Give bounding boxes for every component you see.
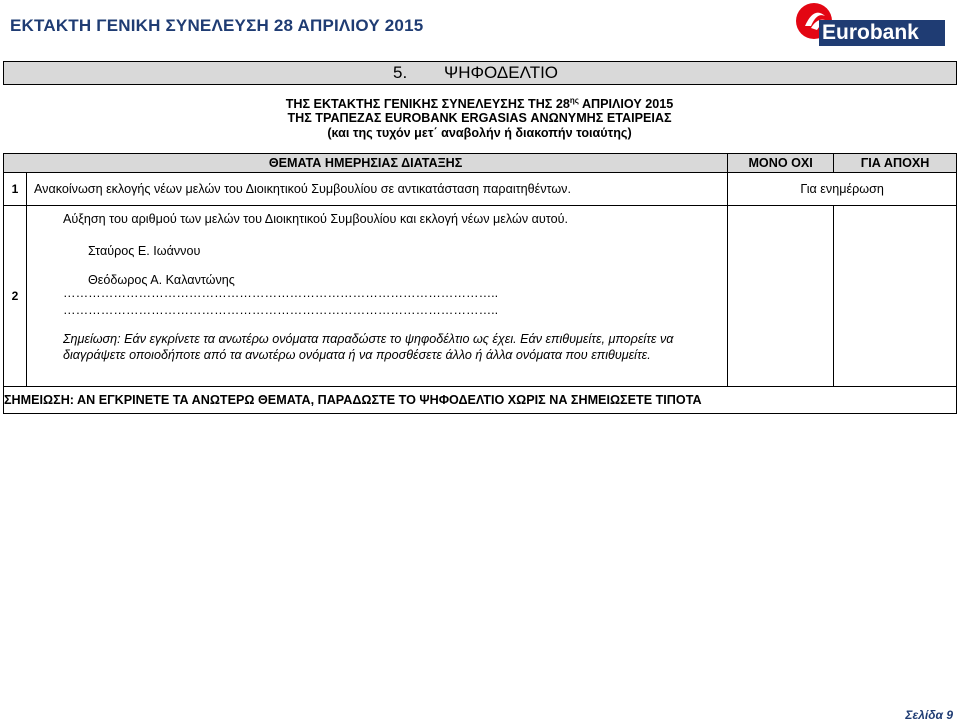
item-2-cell bbox=[26, 206, 727, 387]
header-topics: ΘΕΜΑΤΑ ΗΜΕΡΗΣΙΑΣ ΔΙΑΤΑΞΗΣ bbox=[4, 154, 728, 173]
page-number: Σελίδα 9 bbox=[905, 708, 953, 722]
table-row bbox=[4, 387, 957, 414]
blank-candidate-line-1[interactable]: ………………………………………………………………………………………….. bbox=[62, 286, 499, 300]
section-number: 5. bbox=[393, 63, 408, 82]
item-2-text: Αύξηση του αριθμού των μελών του Διοικητικού Συμβουλίου και εκλογή νέων μελών αυτού. bbox=[62, 212, 568, 226]
item-2-number: 2 bbox=[4, 206, 27, 387]
note-line-2: διαγράψετε οποιοδήποτε από τα ανωτέρω ονόματα ή να προσθέσετε άλλο ή άλλα ονόματα που επιθυμείτε. bbox=[62, 348, 651, 362]
eurobank-logo bbox=[793, 2, 945, 46]
item-2-abstain-box[interactable] bbox=[834, 206, 957, 387]
header-no-only: ΜΟΝΟ ΟΧΙ bbox=[728, 154, 834, 173]
header-abstain: ΓΙΑ ΑΠΟΧΗ bbox=[834, 154, 957, 173]
ballot-table bbox=[3, 153, 957, 414]
table-row bbox=[4, 173, 957, 206]
candidate-2[interactable]: Θεόδωρος Α. Καλαντώνης bbox=[87, 273, 235, 287]
item-1-status: Για ενημέρωση bbox=[728, 173, 957, 206]
eurobank-logo-wordmark: Eurobank bbox=[819, 20, 945, 46]
candidate-1[interactable]: Σταύρος Ε. Ιωάννου bbox=[87, 244, 201, 258]
page-title: ΕΚΤΑΚΤΗ ΓΕΝΙΚΗ ΣΥΝΕΛΕΥΣΗ 28 ΑΠΡΙΛΙΟΥ 2015 bbox=[10, 16, 424, 35]
intro-line-1-text-end: ΑΠΡΙΛΙΟΥ 2015 bbox=[578, 97, 674, 112]
intro-line-2: ΤΗΣ ΤΡΑΠΕΖΑΣ EUROBANK ERGASIAS ΑΝΩΝΥΜΗΣ ΕΤΑΙΡΕΙΑΣ bbox=[287, 111, 672, 125]
note-line-1: Σημείωση: Εάν εγκρίνετε τα ανωτέρω ονόματα παραδώστε το ψηφοδέλτιο ως έχει. Εάν επιθυμείτε, μπορείτε να bbox=[62, 332, 674, 346]
item-1-text: Ανακοίνωση εκλογής νέων μελών του Διοικητικού Συμβουλίου σε αντικατάσταση παραιτηθέντων. bbox=[26, 173, 727, 206]
bottom-note: ΣΗΜΕΙΩΣΗ: ΑΝ ΕΓΚΡΙΝΕΤΕ ΤΑ ΑΝΩΤΕΡΩ ΘΕΜΑΤΑ, ΠΑΡΑΔΩΣΤΕ ΤΟ ΨΗΦΟΔΕΛΤΙΟ ΧΩΡΙΣ ΝΑ ΣΗΜΕΙΩΣΕΤΕ ΤΙΠΟΤΑ bbox=[4, 387, 957, 414]
section-title: ΨΗΦΟΔΕΛΤΙΟ bbox=[444, 63, 559, 82]
item-2-no-only-box[interactable] bbox=[728, 206, 834, 387]
ballot-banner bbox=[3, 61, 957, 85]
item-1-number: 1 bbox=[4, 173, 27, 206]
blank-candidate-line-2[interactable]: ………………………………………………………………………………………….. bbox=[62, 303, 499, 317]
intro-line-1 bbox=[0, 96, 959, 111]
table-header-row bbox=[4, 154, 957, 173]
intro-line-1-text: ΤΗΣ ΕΚΤΑΚΤΗΣ ΓΕΝΙΚΗΣ ΣΥΝΕΛΕΥΣΗΣ ΤΗΣ 28 bbox=[285, 97, 570, 112]
table-row bbox=[4, 206, 957, 387]
intro-line-3: (και της τυχόν μετ΄ αναβολήν ή διακοπήν τοιαύτης) bbox=[327, 126, 632, 140]
intro-line-1-sup: ης bbox=[569, 96, 579, 105]
